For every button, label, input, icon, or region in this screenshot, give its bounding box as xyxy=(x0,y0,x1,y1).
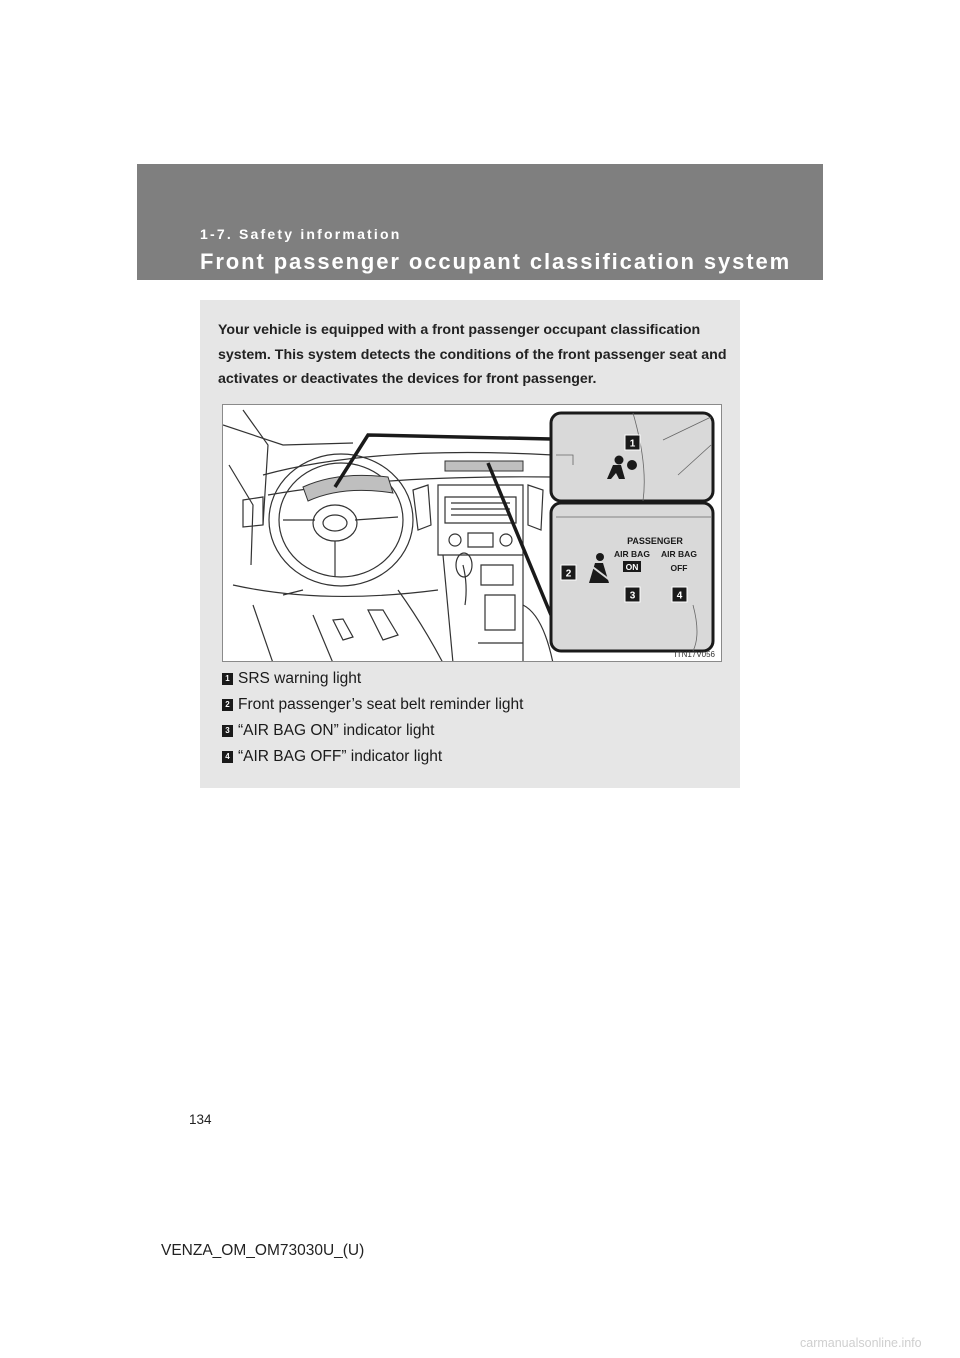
page-title: Front passenger occupant classification system xyxy=(200,249,792,274)
legend-text: “AIR BAG OFF” indicator light xyxy=(238,748,443,765)
legend-number: 4 xyxy=(222,751,233,763)
legend-text: “AIR BAG ON” indicator light xyxy=(238,722,435,739)
indicator-heading: PASSENGER xyxy=(627,536,683,546)
indicator-off-label: AIR BAG xyxy=(661,549,697,559)
callout-2: 2 xyxy=(565,568,572,580)
content-panel xyxy=(200,300,740,788)
legend-number: 3 xyxy=(222,725,233,737)
intro-paragraph: Your vehicle is equipped with a front passenger occupant classification system. This system detects the conditions of the front passenger seat and activates or deactivates the devices for front passenger. xyxy=(218,322,727,387)
indicator-off-value: OFF xyxy=(670,563,688,573)
document-code: VENZA_OM_OM73030U_(U) xyxy=(161,1242,365,1259)
illustration-code: ITN17V056 xyxy=(674,650,715,659)
indicator-on-value: ON xyxy=(625,562,639,572)
dashboard-drawing xyxy=(223,405,722,662)
watermark[interactable]: carmanualsonline.info xyxy=(800,1336,922,1350)
chapter-header-band xyxy=(137,164,823,280)
page-number: 134 xyxy=(189,1112,212,1127)
legend-text: Front passenger’s seat belt reminder light xyxy=(238,696,524,713)
dashboard-illustration xyxy=(222,404,722,662)
callout-3: 3 xyxy=(629,590,636,602)
legend-text: SRS warning light xyxy=(238,670,362,687)
legend-number: 1 xyxy=(222,673,233,685)
callout-1: 1 xyxy=(629,438,636,450)
callout-4: 4 xyxy=(676,590,683,602)
indicator-on-label: AIR BAG xyxy=(614,549,650,559)
legend-number: 2 xyxy=(222,699,233,711)
section-label: 1-7. Safety information xyxy=(200,226,402,242)
